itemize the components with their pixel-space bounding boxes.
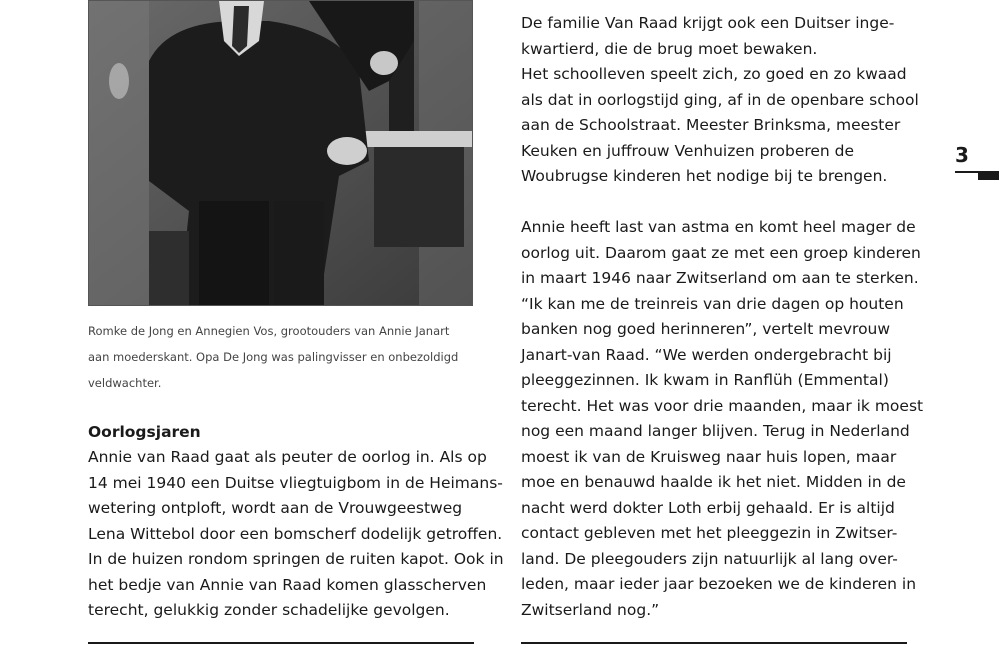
text-line: nog een maand langer blijven. Terug in Nederland	[521, 422, 910, 440]
text-line: als dat in oorlogstijd ging, af in de openbare school	[521, 90, 919, 109]
text-line: terecht. Het was voor drie maanden, maar ik moest	[521, 396, 924, 415]
page-tab-marker	[978, 171, 999, 180]
text-line: Annie van Raad gaat als peuter de oorlog in. Als op	[88, 448, 487, 466]
photo-caption	[88, 318, 478, 396]
text-line: land. De pleegouders zijn natuurlijk al lang over-	[521, 549, 898, 568]
text-line: wetering ontploft, wordt aan de Vrouwgeestweg	[88, 499, 463, 517]
text-line: Woubrugse kinderen het nodige bij te brengen.	[521, 167, 888, 185]
text-line: “Ik kan me de treinreis van drie dagen op houten	[521, 294, 904, 313]
text-line: Lena Wittebol door een bomscherf dodelijk getroffen.	[88, 524, 503, 543]
caption-line: aan moederskant. Opa De Jong was palingvisser en onbezoldigd	[88, 350, 459, 364]
text-line: kwartierd, die de brug moet bewaken.	[521, 39, 818, 58]
text-line: contact gebleven met het pleeggezin in Zwitser-	[521, 524, 898, 542]
text-line: Annie heeft last van astma en komt heel mager de	[521, 218, 916, 236]
text-line: Janart-van Raad. “We werden ondergebracht bij	[521, 345, 892, 364]
text-line: In de huizen rondom springen de ruiten kapot. Ook in	[88, 550, 504, 568]
text-line: in maart 1946 naar Zwitserland om aan te sterken.	[521, 269, 919, 287]
page-number: 3	[955, 143, 969, 167]
text-line: aan de Schoolstraat. Meester Brinksma, meester	[521, 116, 901, 134]
text-line: pleeggezinnen. Ik kwam in Ranflüh (Emmental)	[521, 371, 889, 389]
text-line: leden, maar ieder jaar bezoeken we de kinderen in	[521, 575, 917, 593]
text-line: Zwitserland nog.”	[521, 600, 660, 619]
caption-line: veldwachter.	[88, 376, 162, 390]
text-line: 14 mei 1940 een Duitse vliegtuigbom in de Heimans-	[88, 473, 503, 492]
text-line: banken nog goed herinneren”, vertelt mevrouw	[521, 320, 891, 338]
text-line: De familie Van Raad krijgt ook een Duitser inge-	[521, 14, 895, 32]
left-column-divider	[88, 642, 474, 644]
right-column-divider	[521, 642, 907, 644]
text-line: nacht werd dokter Loth erbij gehaald. Er is altijd	[521, 498, 895, 517]
left-column-text	[88, 445, 504, 624]
text-line: het bedje van Annie van Raad komen glasscherven	[88, 575, 487, 594]
paragraph-gap	[521, 190, 921, 216]
text-line: terecht, gelukkig zonder schadelijke gevolgen.	[88, 601, 450, 619]
text-line: oorlog uit. Daarom gaat ze met een groep kinderen	[521, 243, 921, 262]
historical-photo	[88, 0, 473, 306]
text-line: Keuken en juffrouw Venhuizen proberen de	[521, 141, 855, 160]
caption-line: Romke de Jong en Annegien Vos, grootouders van Annie Janart	[88, 324, 450, 338]
section-heading: Oorlogsjaren	[88, 423, 201, 441]
text-line: moest ik van de Kruisweg naar huis lopen, maar	[521, 447, 897, 466]
text-line: moe en benauwd haalde ik het niet. Midden in de	[521, 473, 906, 491]
text-line: Het schoolleven speelt zich, zo goed en zo kwaad	[521, 65, 907, 83]
right-column-text	[521, 11, 924, 623]
